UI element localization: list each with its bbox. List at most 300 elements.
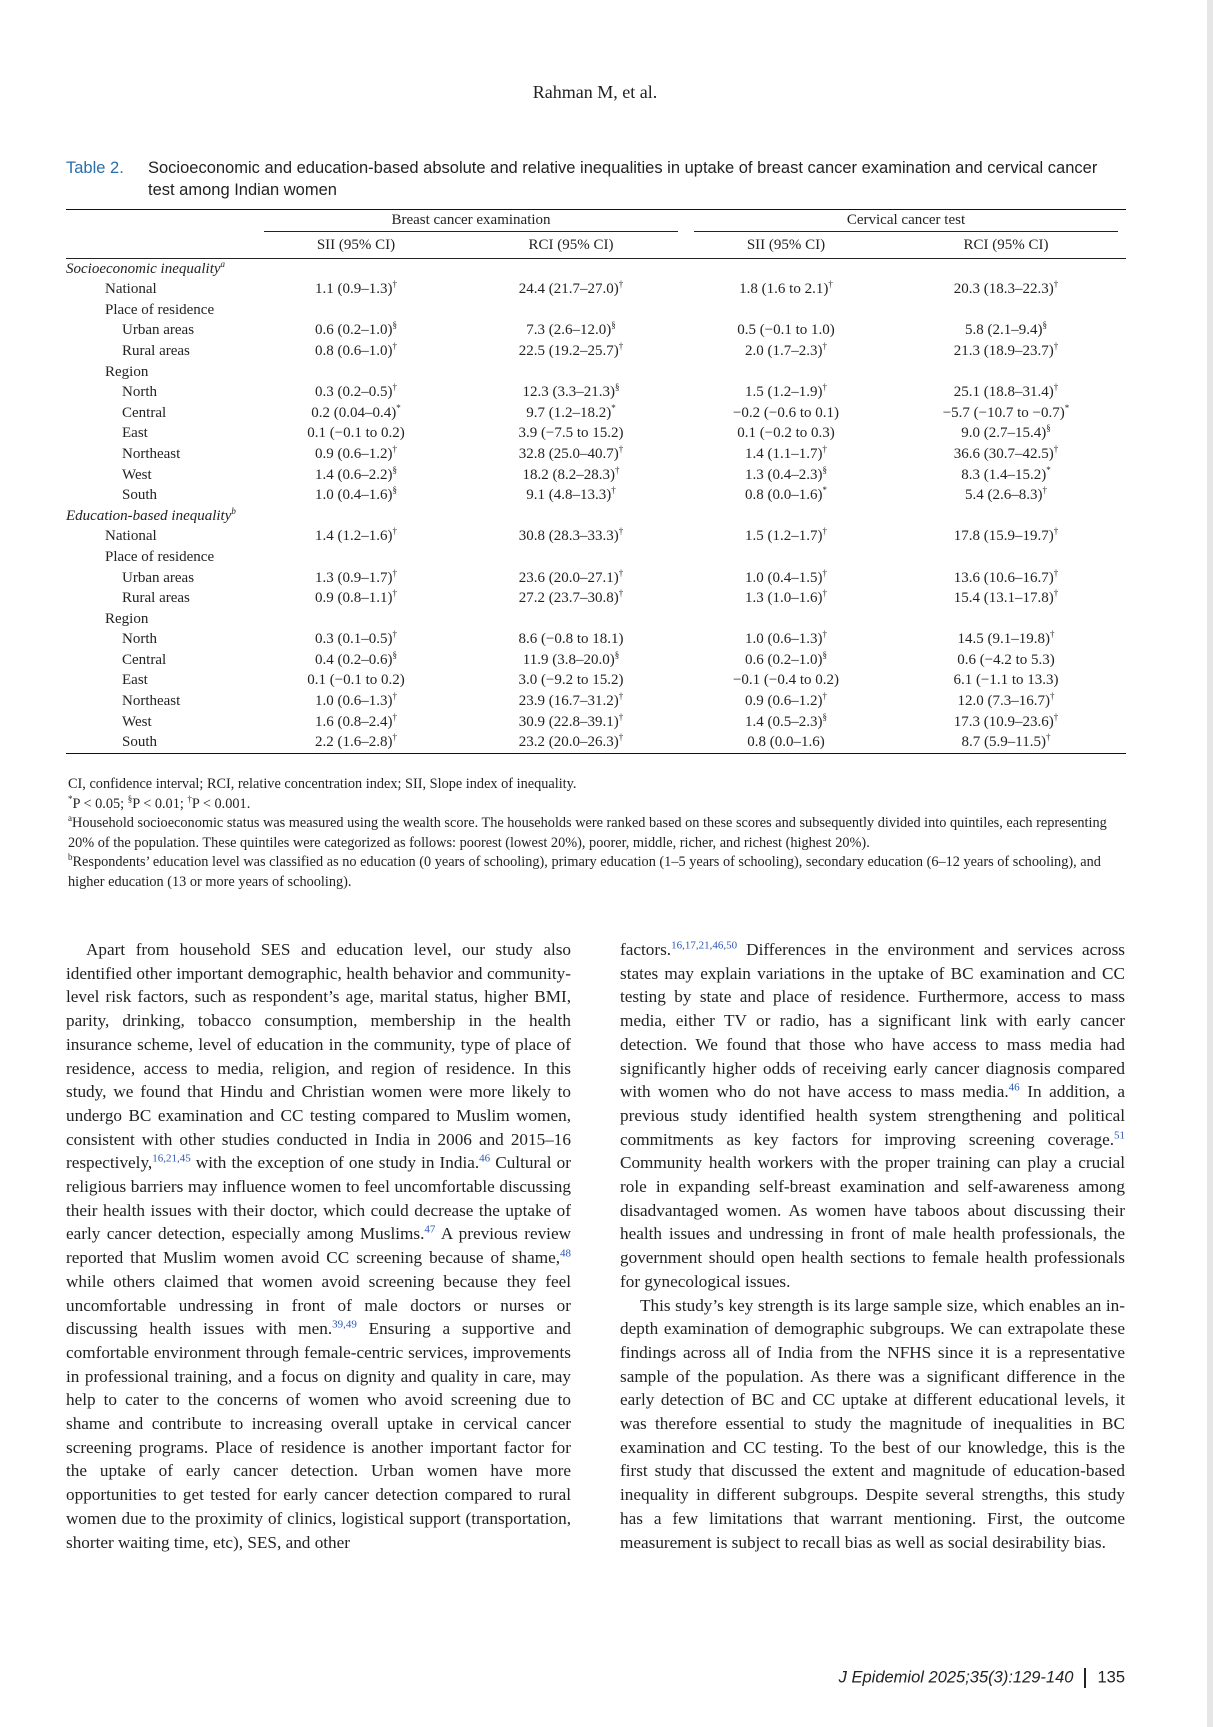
table-cell bbox=[686, 629, 886, 650]
page-footer bbox=[839, 1668, 1125, 1688]
cell-value: 3.0 (−9.2 to 15.2) bbox=[518, 672, 624, 689]
paragraph-text: factors. bbox=[620, 940, 672, 959]
cell-value: 17.3 (10.9–23.6) bbox=[953, 713, 1054, 730]
table-cell bbox=[686, 403, 886, 424]
row-label-text: Region bbox=[105, 363, 149, 380]
cell-value: 12.3 (3.3–21.3) bbox=[522, 384, 615, 401]
cell-value: 1.6 (0.8–2.4) bbox=[315, 713, 393, 730]
table-cell bbox=[456, 588, 686, 609]
row-label-text: East bbox=[122, 425, 148, 442]
table-cell bbox=[256, 485, 456, 506]
table-section-row bbox=[66, 506, 1126, 527]
column-header-label bbox=[66, 232, 256, 259]
significance-mark: § bbox=[392, 649, 397, 660]
table-cell bbox=[456, 362, 686, 383]
cell-value: 0.8 (0.6–1.0) bbox=[315, 342, 393, 359]
row-label bbox=[66, 362, 256, 383]
significance-mark: † bbox=[392, 382, 397, 393]
cell-value: 12.0 (7.3–16.7) bbox=[957, 693, 1050, 710]
significance-mark: † bbox=[1053, 279, 1059, 290]
row-label-text: North bbox=[122, 384, 157, 401]
citation-ref[interactable]: 47 bbox=[424, 1223, 436, 1236]
table-cell bbox=[686, 382, 886, 403]
table-cell bbox=[686, 526, 886, 547]
cell-value: 0.6 (0.2–1.0) bbox=[315, 322, 393, 339]
significance-mark: † bbox=[1053, 588, 1059, 599]
significance-mark: † bbox=[1050, 629, 1055, 640]
table-cell bbox=[456, 320, 686, 341]
cell-value: 1.8 (1.6 to 2.1) bbox=[739, 281, 829, 298]
citation-ref[interactable]: 46 bbox=[479, 1152, 491, 1165]
significance-mark: § bbox=[822, 711, 827, 722]
significance-mark: § bbox=[615, 382, 620, 393]
footnote-text: Respondents’ education level was classified as no education (0 years of schooling), primary education (1–5 years of schooling), secondary education (6–12 years of schooling), and higher education (13 or more years of schooling). bbox=[68, 854, 1101, 890]
table-cell bbox=[686, 362, 886, 383]
significance-mark: § bbox=[392, 485, 397, 496]
table-row bbox=[66, 279, 1126, 300]
section-footnote-mark: b bbox=[231, 505, 236, 516]
paragraph-text: This study’s key strength is its large sample size, which enables an in-depth examination of demographic subgroups. We can extrapolate these findings across all of India from the NFHS since it is a representative sample of the population. As there was a significant difference in the early detection of BC and CC uptake at different educational levels, it was therefore essential to study the magnitude of inequalities in BC examination and CC testing. To the best of our knowledge, this is the first study that discussed the extent and magnitude of education-based inequality in different subgroups. Despite several strengths, this study has a few limitations that warrant mentioning. First, the outcome measurement is subject to recall bias as well as social desirability bias. bbox=[620, 1295, 1125, 1552]
table-row bbox=[66, 650, 1126, 671]
significance-mark: † bbox=[1042, 485, 1047, 496]
table-cell bbox=[456, 403, 686, 424]
significance-mark: † bbox=[822, 340, 827, 351]
cell-value: 8.3 (1.4–15.2) bbox=[961, 466, 1047, 483]
cell-value: 0.2 (0.04–0.4) bbox=[311, 404, 397, 421]
cell-value: 23.9 (16.7–31.2) bbox=[518, 693, 619, 710]
body-paragraph bbox=[620, 1294, 1125, 1555]
cell-value: 1.4 (1.1–1.7) bbox=[745, 445, 823, 462]
paragraph-text: Apart from household SES and education level, our study also identified other important demographic, health behavior and community-level risk factors, such as respondent’s age, marital status, higher BMI, parity, drinking, tobacco consumption, membership in the health insurance scheme, level of education in the community, type of place of residence, access to media, religion, and region of residence. In this study, we found that Hindu and Christian women were more likely to undergo BC examination and CC testing compared to Muslim women, consistent with other studies conducted in India in 2006 and 2015–16 respectively, bbox=[66, 940, 571, 1173]
significance-mark: † bbox=[822, 567, 827, 578]
row-label bbox=[66, 320, 256, 341]
paragraph-text: Differences in the environment and services across states may explain variations in the uptake of BC examination and CC testing by state and place of residence. Furthermore, access to mass media, either TV or radio, has a significant link with early cancer detection. We found that those who have access to mass media had significantly higher odds of receiving early cancer diagnosis compared with women who do not have access to mass media. bbox=[620, 940, 1125, 1102]
significance-mark: † bbox=[392, 526, 397, 537]
table-cell bbox=[686, 258, 886, 279]
table-caption-text: Socioeconomic and education-based absolute and relative inequalities in uptake of breast cancer examination and cervical cancer test among Indian women bbox=[148, 159, 1098, 199]
table-cell bbox=[256, 465, 456, 486]
significance-mark: * bbox=[1064, 402, 1070, 413]
significance-mark: § bbox=[822, 464, 827, 475]
paragraph-text: with the exception of one study in India. bbox=[190, 1153, 480, 1173]
table-cell bbox=[686, 609, 886, 630]
table-cell bbox=[256, 423, 456, 444]
significance-mark: § bbox=[611, 320, 616, 331]
footnote-line bbox=[68, 775, 1130, 795]
table-cell bbox=[256, 300, 456, 321]
table-cell bbox=[886, 670, 1126, 691]
row-label-text: Place of residence bbox=[105, 301, 215, 318]
body-column-right bbox=[620, 938, 1125, 1554]
cell-value: 13.6 (10.6–16.7) bbox=[953, 569, 1054, 586]
table-group-row bbox=[66, 300, 1126, 321]
table-cell bbox=[686, 423, 886, 444]
significance-mark: † bbox=[392, 732, 397, 743]
table-row bbox=[66, 588, 1126, 609]
table-cell bbox=[886, 712, 1126, 733]
significance-mark: † bbox=[618, 691, 624, 702]
table-cell bbox=[886, 300, 1126, 321]
table-cell bbox=[686, 341, 886, 362]
row-label bbox=[66, 650, 256, 671]
table-cell bbox=[456, 732, 686, 753]
significance-mark: § bbox=[1042, 320, 1047, 331]
cell-value: 2.2 (1.6–2.8) bbox=[315, 734, 393, 751]
section-footnote-mark: a bbox=[220, 258, 226, 269]
column-header-rci-cervical: RCI (95% CI) bbox=[886, 232, 1126, 259]
table-row bbox=[66, 629, 1126, 650]
table-cell bbox=[256, 444, 456, 465]
cell-value: 1.0 (0.6–1.3) bbox=[315, 693, 393, 710]
cell-value: 0.9 (0.8–1.1) bbox=[315, 590, 393, 607]
cell-value: 0.1 (−0.1 to 0.2) bbox=[307, 425, 405, 442]
footnote-line bbox=[68, 795, 1130, 815]
cell-value: 0.8 (0.0–1.6) bbox=[745, 487, 823, 504]
table-group-row bbox=[66, 609, 1126, 630]
citation-ref[interactable]: 16,21,45 bbox=[152, 1152, 191, 1165]
table-cell bbox=[886, 403, 1126, 424]
table-cell bbox=[456, 279, 686, 300]
table-section-row bbox=[66, 258, 1126, 279]
table-row bbox=[66, 465, 1126, 486]
section-label bbox=[66, 506, 256, 527]
table-cell bbox=[256, 629, 456, 650]
table-row bbox=[66, 568, 1126, 589]
table-row bbox=[66, 320, 1126, 341]
significance-mark: † bbox=[392, 340, 397, 351]
significance-mark: † bbox=[1053, 567, 1059, 578]
table-cell bbox=[886, 444, 1126, 465]
cell-value: −0.2 (−0.6 to 0.1) bbox=[732, 404, 840, 421]
column-header-sii-breast: SII (95% CI) bbox=[256, 232, 456, 259]
cell-value: 14.5 (9.1–19.8) bbox=[957, 631, 1050, 648]
footnote-mark: a bbox=[68, 813, 72, 824]
significance-mark: † bbox=[822, 443, 827, 454]
significance-mark: † bbox=[618, 588, 624, 599]
row-label-text: Rural areas bbox=[122, 590, 190, 607]
table-cell bbox=[256, 609, 456, 630]
group-header-breast: Breast cancer examination bbox=[256, 210, 686, 232]
table-cell bbox=[456, 258, 686, 279]
paragraph-text: A previous review reported that Muslim women avoid CC screening because of shame, bbox=[66, 1224, 572, 1268]
cell-value: 0.5 (−0.1 to 1.0) bbox=[737, 322, 835, 339]
cell-value: 15.4 (13.1–17.8) bbox=[953, 590, 1054, 607]
significance-mark: † bbox=[618, 279, 624, 290]
table-cell bbox=[456, 341, 686, 362]
table-cell bbox=[886, 568, 1126, 589]
table-cell bbox=[886, 485, 1126, 506]
row-label-text: South bbox=[122, 734, 158, 751]
row-label-text: West bbox=[122, 713, 152, 730]
row-label bbox=[66, 465, 256, 486]
row-label bbox=[66, 670, 256, 691]
significance-mark: † bbox=[1053, 382, 1059, 393]
table-cell bbox=[886, 258, 1126, 279]
citation-ref[interactable]: 16,17,21,46,50 bbox=[671, 939, 738, 952]
table-cell bbox=[456, 506, 686, 527]
cell-value: 36.6 (30.7–42.5) bbox=[953, 445, 1054, 462]
table-cell bbox=[686, 485, 886, 506]
row-label bbox=[66, 382, 256, 403]
cell-value: 11.9 (3.8–20.0) bbox=[522, 651, 615, 668]
citation-ref[interactable]: 39,49 bbox=[332, 1318, 357, 1331]
significance-mark: † bbox=[828, 279, 833, 290]
row-label bbox=[66, 712, 256, 733]
table-cell bbox=[686, 650, 886, 671]
row-label bbox=[66, 423, 256, 444]
table-cell bbox=[256, 732, 456, 753]
cell-value: 0.4 (0.2–0.6) bbox=[315, 651, 393, 668]
significance-mark: † bbox=[615, 464, 620, 475]
table-caption bbox=[66, 157, 1126, 201]
significance-mark: † bbox=[1045, 732, 1051, 743]
significance-mark: † bbox=[618, 711, 624, 722]
table-cell bbox=[886, 650, 1126, 671]
row-label bbox=[66, 300, 256, 321]
cell-value: 3.9 (−7.5 to 15.2) bbox=[518, 425, 624, 442]
cell-value: 5.4 (2.6–8.3) bbox=[965, 487, 1043, 504]
significance-mark: † bbox=[1053, 340, 1059, 351]
row-label bbox=[66, 485, 256, 506]
table-cell bbox=[456, 691, 686, 712]
cell-value: 6.1 (−1.1 to 13.3) bbox=[953, 672, 1059, 689]
table-row bbox=[66, 485, 1126, 506]
significance-mark: § bbox=[822, 649, 827, 660]
section-label bbox=[66, 258, 256, 279]
cell-value: 2.0 (1.7–2.3) bbox=[745, 342, 823, 359]
cell-value: 8.7 (5.9–11.5) bbox=[961, 734, 1046, 751]
table-cell bbox=[456, 382, 686, 403]
column-header-sii-cervical: SII (95% CI) bbox=[686, 232, 886, 259]
row-label bbox=[66, 691, 256, 712]
table-cell bbox=[886, 691, 1126, 712]
table-cell bbox=[456, 300, 686, 321]
row-label bbox=[66, 444, 256, 465]
table-cell bbox=[256, 403, 456, 424]
cell-value: 25.1 (18.8–31.4) bbox=[953, 384, 1054, 401]
footnote-mark: b bbox=[68, 852, 73, 863]
page-edge-strip bbox=[1207, 0, 1213, 1727]
cell-value: 8.6 (−0.8 to 18.1) bbox=[518, 631, 624, 648]
row-label bbox=[66, 568, 256, 589]
cell-value: 1.3 (0.9–1.7) bbox=[315, 569, 393, 586]
cell-value: −0.1 (−0.4 to 0.2) bbox=[732, 672, 840, 689]
table-cell bbox=[456, 423, 686, 444]
row-label-text: National bbox=[105, 281, 157, 298]
row-label-text: Socioeconomic inequality bbox=[66, 260, 221, 277]
footnote-text: CI, confidence interval; RCI, relative concentration index; SII, Slope index of inequality. bbox=[68, 776, 577, 792]
cell-value: 9.1 (4.8–13.3) bbox=[526, 487, 612, 504]
row-label bbox=[66, 526, 256, 547]
significance-mark: † bbox=[392, 443, 397, 454]
row-label-text: Northeast bbox=[122, 693, 181, 710]
table-body bbox=[66, 258, 1126, 753]
table-cell bbox=[886, 341, 1126, 362]
footnote-mark: † bbox=[187, 793, 192, 804]
body-paragraph bbox=[620, 938, 1125, 1294]
cell-value: −5.7 (−10.7 to −0.7) bbox=[942, 404, 1065, 421]
body-column-left bbox=[66, 938, 571, 1554]
table-cell bbox=[686, 588, 886, 609]
citation-ref[interactable]: 51 bbox=[1114, 1128, 1125, 1141]
footnote-text: Household socioeconomic status was measured using the wealth score. The households were ranked based on these scores and subsequently divided into quintiles, each representing 20% of the population. These quintiles were categorized as follows: poorest (lowest 20%), poorer, middle, richer, and richest (highest 20%). bbox=[68, 815, 1107, 851]
cell-value: 1.0 (0.4–1.5) bbox=[745, 569, 823, 586]
row-label-text: Urban areas bbox=[122, 322, 195, 339]
significance-mark: § bbox=[392, 320, 397, 331]
row-label-text: Central bbox=[122, 651, 167, 668]
body-paragraph bbox=[66, 938, 571, 1554]
cell-value: 23.2 (20.0–26.3) bbox=[518, 734, 619, 751]
row-label-text: West bbox=[122, 466, 152, 483]
cell-value: 5.8 (2.1–9.4) bbox=[965, 322, 1043, 339]
cell-value: 1.4 (0.5–2.3) bbox=[745, 713, 823, 730]
table-cell bbox=[256, 341, 456, 362]
cell-value: 0.6 (−4.2 to 5.3) bbox=[957, 651, 1055, 668]
row-label bbox=[66, 279, 256, 300]
cell-value: 0.1 (−0.1 to 0.2) bbox=[307, 672, 405, 689]
footnote-mark: * bbox=[68, 793, 73, 804]
table-group-row bbox=[66, 547, 1126, 568]
citation-ref[interactable]: 46 bbox=[1008, 1081, 1020, 1094]
table-cell bbox=[686, 279, 886, 300]
journal-citation: J Epidemiol 2025;35(3):129-140 bbox=[838, 1668, 1074, 1687]
significance-mark: † bbox=[822, 588, 827, 599]
significance-mark: † bbox=[618, 443, 624, 454]
table-cell bbox=[456, 444, 686, 465]
table-cell bbox=[456, 650, 686, 671]
row-label-text: Region bbox=[105, 610, 149, 627]
row-label-text: Urban areas bbox=[122, 569, 195, 586]
row-label-text: Northeast bbox=[122, 445, 181, 462]
cell-value: 32.8 (25.0–40.7) bbox=[518, 445, 619, 462]
paragraph-text: while others claimed that women avoid screening because they feel uncomfortable undressing in front of male doctors or nurses or discussing health issues with men. bbox=[66, 1271, 571, 1339]
table-row bbox=[66, 341, 1126, 362]
cell-value: 1.1 (0.9–1.3) bbox=[315, 281, 393, 298]
table-row bbox=[66, 732, 1126, 753]
significance-mark: § bbox=[392, 464, 397, 475]
row-label-text: South bbox=[122, 487, 158, 504]
table-cell bbox=[256, 258, 456, 279]
table-cell bbox=[886, 547, 1126, 568]
row-label-text: National bbox=[105, 528, 157, 545]
cell-value: 27.2 (23.7–30.8) bbox=[518, 590, 619, 607]
table-label: Table 2. bbox=[66, 159, 124, 177]
cell-value: 17.8 (15.9–19.7) bbox=[953, 528, 1054, 545]
cell-value: 0.9 (0.6–1.2) bbox=[745, 693, 823, 710]
table-cell bbox=[686, 732, 886, 753]
significance-mark: † bbox=[618, 732, 624, 743]
table-footnotes bbox=[68, 775, 1130, 892]
cell-value: 0.1 (−0.2 to 0.3) bbox=[737, 425, 835, 442]
significance-mark: § bbox=[1046, 423, 1051, 434]
significance-mark: † bbox=[392, 567, 397, 578]
cell-value: 1.0 (0.4–1.6) bbox=[315, 487, 393, 504]
table-cell bbox=[686, 568, 886, 589]
table-cell bbox=[256, 712, 456, 733]
cell-value: 1.3 (0.4–2.3) bbox=[745, 466, 823, 483]
table-cell bbox=[456, 712, 686, 733]
significance-mark: † bbox=[822, 526, 827, 537]
table-cell bbox=[686, 465, 886, 486]
cell-value: 0.8 (0.0–1.6) bbox=[747, 734, 825, 751]
running-head: Rahman M, et al. bbox=[532, 82, 658, 102]
table-cell bbox=[456, 465, 686, 486]
table-cell bbox=[256, 320, 456, 341]
table-cell bbox=[686, 506, 886, 527]
column-header-rci-breast: RCI (95% CI) bbox=[456, 232, 686, 259]
table-cell bbox=[256, 279, 456, 300]
table-cell bbox=[886, 320, 1126, 341]
footnote-text: P < 0.05; bbox=[72, 795, 128, 812]
table-cell bbox=[886, 362, 1126, 383]
page-number: 135 bbox=[1097, 1668, 1125, 1687]
table-cell bbox=[886, 732, 1126, 753]
table-cell bbox=[686, 320, 886, 341]
table-cell bbox=[456, 670, 686, 691]
cell-value: 1.4 (1.2–1.6) bbox=[315, 528, 393, 545]
table-group-row bbox=[66, 362, 1126, 383]
cell-value: 0.9 (0.6–1.2) bbox=[315, 445, 393, 462]
footnote-mark: § bbox=[127, 793, 133, 804]
table-cell bbox=[686, 691, 886, 712]
table-cell bbox=[686, 300, 886, 321]
table-row bbox=[66, 691, 1126, 712]
cell-value: 24.4 (21.7–27.0) bbox=[518, 281, 619, 298]
table-cell bbox=[886, 423, 1126, 444]
table-row bbox=[66, 382, 1126, 403]
paragraph-text: Ensuring a supportive and comfortable environment through female-centric services, improvements in professional training, and a focus on dignity and quality in care, may help to cater to the concerns of women who avoid screening due to shame and contribute to increasing overall uptake in cervical cancer screening programs. Place of residence is another important factor for the uptake of early cancer detection. Urban women have more opportunities to get tested for early cancer detection compared to rural women due to the proximity of clinics, logistical support (transportation, shorter waiting time, etc), SES, and other bbox=[66, 1319, 571, 1552]
row-label bbox=[66, 588, 256, 609]
group-header-cervical: Cervical cancer test bbox=[686, 210, 1126, 232]
table-cell bbox=[256, 650, 456, 671]
header-spacer bbox=[66, 210, 256, 232]
table-2 bbox=[66, 209, 1126, 754]
table-cell bbox=[256, 691, 456, 712]
table-cell bbox=[886, 526, 1126, 547]
significance-mark: † bbox=[392, 711, 397, 722]
cell-value: 0.3 (0.2–0.5) bbox=[315, 384, 393, 401]
row-label bbox=[66, 403, 256, 424]
citation-ref[interactable]: 48 bbox=[560, 1247, 571, 1260]
footnote-line bbox=[68, 853, 1130, 892]
row-label bbox=[66, 341, 256, 362]
significance-mark: † bbox=[822, 382, 827, 393]
table-cell bbox=[686, 712, 886, 733]
cell-value: 1.0 (0.6–1.3) bbox=[745, 631, 823, 648]
cell-value: 9.0 (2.7–15.4) bbox=[961, 425, 1047, 442]
table-cell bbox=[456, 547, 686, 568]
cell-value: 0.3 (0.1–0.5) bbox=[315, 631, 393, 648]
significance-mark: * bbox=[611, 402, 616, 413]
significance-mark: † bbox=[618, 526, 624, 537]
row-label-text: East bbox=[122, 672, 148, 689]
table-cell bbox=[256, 547, 456, 568]
cell-value: 1.3 (1.0–1.6) bbox=[745, 590, 823, 607]
table-cell bbox=[456, 629, 686, 650]
cell-value: 30.9 (22.8–39.1) bbox=[518, 713, 619, 730]
paragraph-text: In addition, a previous study identified health system strengthening and political commitments as key factors for improving screening coverage. bbox=[620, 1082, 1125, 1149]
table-cell bbox=[886, 382, 1126, 403]
row-label bbox=[66, 732, 256, 753]
footer-separator bbox=[1084, 1668, 1086, 1688]
table-cell bbox=[686, 444, 886, 465]
cell-value: 9.7 (1.2–18.2) bbox=[526, 404, 612, 421]
row-label-text: Central bbox=[122, 404, 167, 421]
cell-value: 0.6 (0.2–1.0) bbox=[745, 651, 823, 668]
significance-mark: † bbox=[618, 567, 624, 578]
table-cell bbox=[256, 506, 456, 527]
cell-value: 21.3 (18.9–23.7) bbox=[953, 342, 1054, 359]
